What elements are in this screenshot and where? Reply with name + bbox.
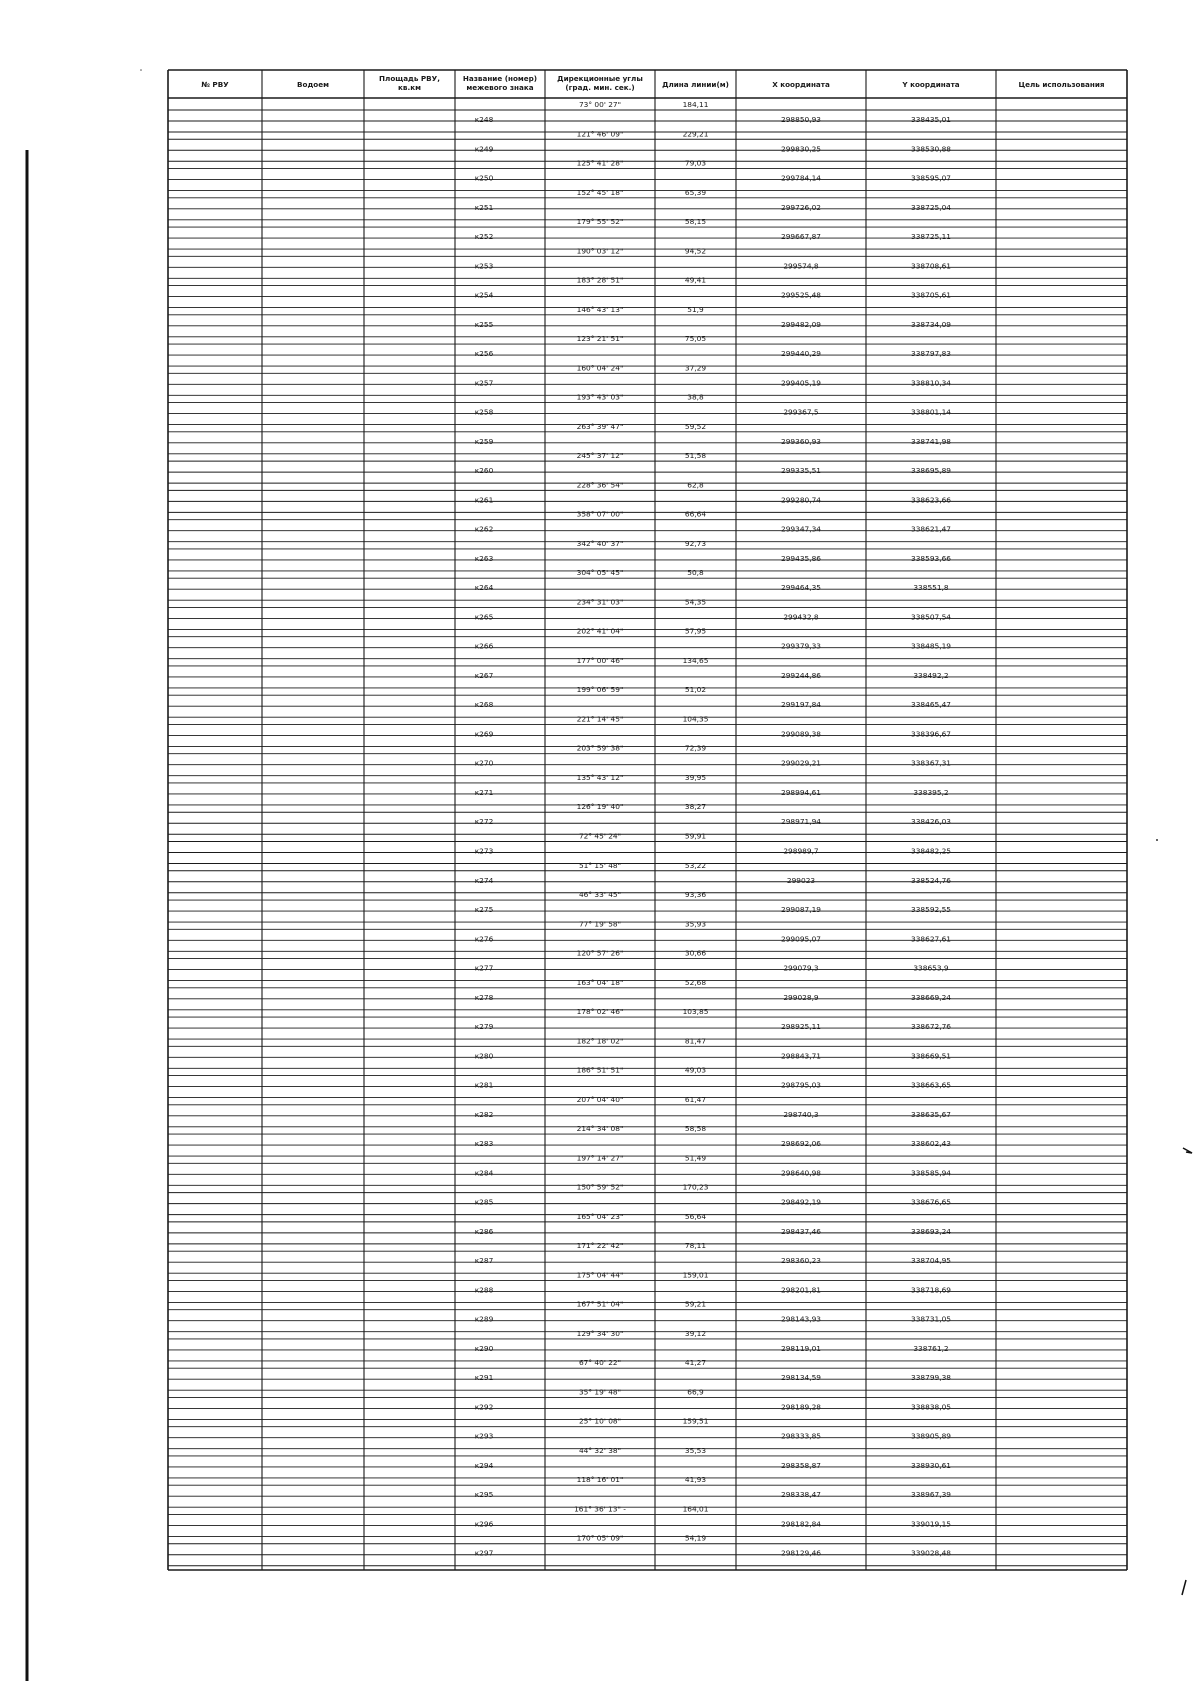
marker-name-cell: к268 [474, 700, 494, 710]
marker-name-cell: к281 [474, 1080, 494, 1090]
line-length-cell: 59,52 [684, 421, 707, 431]
x-coordinate-cell: 299095,07 [781, 934, 821, 944]
y-coordinate-cell: 338367,31 [911, 758, 951, 768]
marker-name-cell: к270 [474, 758, 494, 768]
line-length-cell: 41,93 [684, 1475, 707, 1485]
x-coordinate-cell: 298189,28 [781, 1402, 821, 1412]
bearing-cell: 161° 36' 13" - [574, 1504, 626, 1514]
line-length-cell: 66,9 [687, 1387, 704, 1397]
marker-name-cell: к264 [474, 583, 494, 593]
y-coordinate-cell: 338592,55 [911, 905, 951, 915]
line-length-cell: 72,39 [684, 743, 707, 753]
bearing-cell: 44° 32' 38" [578, 1445, 622, 1455]
x-coordinate-cell: 298358,87 [781, 1460, 821, 1470]
line-length-cell: 81,47 [684, 1036, 707, 1046]
y-coordinate-cell: 338704,95 [911, 1256, 951, 1266]
bearing-cell: 193° 43' 03" [576, 392, 624, 402]
line-length-cell: 103,85 [682, 1007, 709, 1017]
marker-name-cell: к251 [474, 202, 494, 212]
bearing-cell: 77° 19' 58" [578, 919, 622, 929]
bearing-cell: 178° 02' 46" [576, 1007, 624, 1017]
bearing-cell: 183° 28' 51" [576, 275, 624, 285]
y-coordinate-cell: 338761,2 [913, 1343, 949, 1353]
x-coordinate-cell: 298129,46 [781, 1548, 821, 1558]
marker-name-cell: к259 [474, 436, 494, 446]
y-coordinate-cell: 338593,66 [911, 553, 951, 563]
x-coordinate-cell: 299525,48 [781, 290, 821, 300]
line-length-cell: 51,9 [687, 304, 704, 314]
marker-name-cell: к253 [474, 261, 494, 271]
line-length-cell: 56,64 [684, 1211, 707, 1221]
marker-name-cell: к291 [474, 1373, 494, 1383]
line-length-cell: 49,41 [684, 275, 707, 285]
line-length-cell: 50,8 [687, 568, 704, 578]
x-coordinate-cell: 298437,46 [781, 1226, 821, 1236]
bearing-cell: 221° 14' 45" [576, 714, 624, 724]
bearing-cell: 234° 31' 03" [576, 597, 624, 607]
col-bearing-header: Дирекционные углы [557, 74, 643, 83]
y-coordinate-cell: 338669,51 [911, 1051, 951, 1061]
marker-name-cell: к293 [474, 1431, 494, 1441]
line-length-cell: 49,03 [684, 1065, 707, 1075]
line-length-cell: 51,58 [684, 451, 707, 461]
x-coordinate-cell: 298971,94 [781, 817, 821, 827]
line-length-cell: 184,11 [682, 100, 709, 109]
bearing-cell: 118° 16' 01" [576, 1475, 624, 1485]
bearing-cell: 126° 19' 40" [576, 802, 624, 812]
bearing-cell: 167° 51' 04" [576, 1299, 624, 1309]
x-coordinate-cell: 298640,98 [781, 1168, 821, 1178]
x-coordinate-cell: 299432,8 [783, 612, 819, 622]
line-length-cell: 37,29 [684, 363, 707, 373]
marker-name-cell: к288 [474, 1285, 494, 1295]
marker-name-cell: к249 [474, 144, 494, 154]
bearing-cell: 67° 40' 22" [578, 1358, 622, 1368]
y-coordinate-cell: 338731,05 [911, 1314, 951, 1324]
x-coordinate-cell: 298201,81 [781, 1285, 821, 1295]
y-coordinate-cell: 338695,89 [911, 466, 951, 476]
scan-mark-right [1183, 1148, 1192, 1153]
line-length-cell: 39,95 [684, 772, 707, 782]
y-coordinate-cell: 338585,94 [911, 1168, 951, 1178]
marker-name-cell: к260 [474, 466, 494, 476]
x-coordinate-cell: 298338,47 [781, 1490, 821, 1500]
col-area-header: Площадь РВУ, [379, 74, 440, 83]
marker-name-cell: к294 [474, 1460, 494, 1470]
line-length-cell: 58,15 [684, 217, 707, 227]
line-length-cell: 52,68 [684, 977, 707, 987]
bearing-cell: 25° 10' 08" [578, 1416, 622, 1426]
y-coordinate-cell: 338672,76 [911, 1022, 951, 1032]
y-coordinate-cell: 338930,61 [911, 1460, 951, 1470]
x-coordinate-cell: 298925,11 [781, 1022, 821, 1032]
bearing-cell: 304° 05' 45" [576, 568, 624, 578]
y-coordinate-cell: 338810,34 [911, 378, 951, 388]
x-coordinate-cell: 298989,7 [783, 846, 819, 856]
x-coordinate-cell: 299464,35 [781, 583, 821, 593]
marker-name-cell: к252 [474, 232, 494, 242]
y-coordinate-cell: 338524,76 [911, 875, 951, 885]
line-length-cell: 159,51 [682, 1416, 709, 1426]
bearing-cell: 73° 00' 27" [578, 100, 622, 109]
line-length-cell: 79,03 [684, 158, 707, 168]
x-coordinate-cell: 299726,02 [781, 202, 821, 212]
y-coordinate-cell: 338676,65 [911, 1197, 951, 1207]
line-length-cell: 92,73 [684, 538, 707, 548]
x-coordinate-cell: 299830,25 [781, 144, 821, 154]
line-length-cell: 35,93 [684, 919, 707, 929]
bearing-cell: 129° 34' 30" [576, 1328, 624, 1338]
bearing-cell: 171° 22' 42" [576, 1241, 624, 1251]
marker-name-cell: к248 [474, 115, 494, 124]
line-length-cell: 53,22 [684, 860, 707, 870]
line-length-cell: 229,21 [682, 129, 709, 139]
marker-name-cell: к277 [474, 963, 494, 973]
line-length-cell: 57,95 [684, 626, 707, 636]
x-coordinate-cell: 299435,86 [781, 553, 821, 563]
marker-name-cell: к265 [474, 612, 494, 622]
marker-name-cell: к297 [474, 1548, 494, 1558]
bearing-cell: 163° 04' 18" [576, 977, 624, 987]
line-length-cell: 41,27 [684, 1358, 707, 1368]
x-coordinate-cell: 299244,86 [781, 670, 821, 680]
y-coordinate-cell: 338653,9 [913, 963, 949, 973]
x-coordinate-cell: 298492,19 [781, 1197, 821, 1207]
x-coordinate-cell: 299667,87 [781, 232, 821, 242]
line-length-cell: 51,49 [684, 1153, 707, 1163]
bearing-cell: 152° 45' 18" [576, 187, 624, 197]
x-coordinate-cell: 299379,33 [781, 641, 821, 651]
bearing-cell: 202° 41' 04" [576, 626, 624, 636]
line-length-cell: 30,66 [684, 948, 707, 958]
bearing-cell: 186° 51' 51" [576, 1065, 624, 1075]
x-coordinate-cell: 299079,3 [783, 963, 819, 973]
marker-name-cell: к276 [474, 934, 494, 944]
bearing-cell: 46° 33' 45" [578, 890, 622, 900]
col-rvu-number-header: № РВУ [201, 80, 229, 89]
marker-name-cell: к280 [474, 1051, 494, 1061]
marker-name-cell: к257 [474, 378, 494, 388]
marker-name-cell: к258 [474, 407, 494, 417]
scan-dot [1156, 839, 1158, 841]
marker-name-cell: к271 [474, 787, 494, 797]
y-coordinate-cell: 338595,07 [911, 173, 951, 183]
x-coordinate-cell: 299360,93 [781, 436, 821, 446]
y-coordinate-cell: 338507,54 [911, 612, 951, 622]
line-length-cell: 39,12 [684, 1328, 707, 1338]
marker-name-cell: к289 [474, 1314, 494, 1324]
marker-name-cell: к285 [474, 1197, 494, 1207]
x-coordinate-cell: 299280,74 [781, 495, 821, 505]
bearing-cell: 120° 57' 26" [576, 948, 624, 958]
line-length-cell: 78,11 [684, 1241, 707, 1251]
line-length-cell: 35,53 [684, 1445, 707, 1455]
marker-name-cell: к292 [474, 1402, 494, 1412]
y-coordinate-cell: 338602,43 [911, 1139, 951, 1149]
x-coordinate-cell: 298850,93 [781, 115, 821, 124]
x-coordinate-cell: 299335,51 [781, 466, 821, 476]
y-coordinate-cell: 338734,09 [911, 319, 951, 329]
col-bearing-header: (град. мин. сек.) [565, 83, 635, 92]
col-marker-name-header: межевого знака [466, 83, 534, 92]
y-coordinate-cell: 338838,05 [911, 1402, 951, 1412]
marker-name-cell: к269 [474, 729, 494, 739]
y-coordinate-cell: 338799,38 [911, 1373, 951, 1383]
x-coordinate-cell: 298182,84 [781, 1519, 821, 1529]
line-length-cell: 54,19 [684, 1533, 707, 1543]
marker-name-cell: к254 [474, 290, 494, 300]
x-coordinate-cell: 299089,38 [781, 729, 821, 739]
y-coordinate-cell: 338465,47 [911, 700, 951, 710]
x-coordinate-cell: 298994,61 [781, 787, 821, 797]
bearing-cell: 150° 59' 52" [576, 1182, 624, 1192]
scan-mark-bottom-right [1182, 1580, 1186, 1595]
bearing-cell: 203° 59' 38" [576, 743, 624, 753]
y-coordinate-cell: 338797,83 [911, 349, 951, 359]
y-coordinate-cell: 338705,61 [911, 290, 951, 300]
bearing-cell: 342° 40' 37" [576, 538, 624, 548]
bearing-cell: 358° 07' 00" [576, 509, 624, 519]
col-x-coordinate-header: X координата [772, 80, 830, 89]
x-coordinate-cell: 298134,59 [781, 1373, 821, 1383]
x-coordinate-cell: 299087,19 [781, 905, 821, 915]
y-coordinate-cell: 338725,04 [911, 202, 951, 212]
bearing-cell: 197° 14' 27" [576, 1153, 624, 1163]
bearing-cell: 123° 21' 51" [576, 334, 624, 344]
col-line-length-header: Длина линии(м) [662, 80, 729, 89]
marker-name-cell: к274 [474, 875, 494, 885]
line-length-cell: 93,36 [684, 890, 707, 900]
marker-name-cell: к287 [474, 1256, 494, 1266]
bearing-cell: 228° 36' 54" [576, 480, 624, 490]
x-coordinate-cell: 299197,84 [781, 700, 821, 710]
line-length-cell: 59,21 [684, 1299, 707, 1309]
bearing-cell: 190° 03' 12" [576, 246, 624, 256]
marker-name-cell: к255 [474, 319, 494, 329]
marker-name-cell: к275 [474, 905, 494, 915]
y-coordinate-cell: 338551,8 [913, 583, 949, 593]
x-coordinate-cell: 299440,29 [781, 349, 821, 359]
y-coordinate-cell: 338482,25 [911, 846, 951, 856]
marker-name-cell: к279 [474, 1022, 494, 1032]
y-coordinate-cell: 338435,01 [911, 115, 951, 124]
line-length-cell: 65,39 [684, 187, 707, 197]
line-length-cell: 58,58 [684, 1124, 707, 1134]
line-length-cell: 62,8 [687, 480, 704, 490]
line-length-cell: 38,8 [687, 392, 704, 402]
x-coordinate-cell: 299784,14 [781, 173, 821, 183]
y-coordinate-cell: 339028,48 [911, 1548, 951, 1558]
line-length-cell: 170,23 [682, 1182, 709, 1192]
bearing-cell: 160° 04' 24" [576, 363, 624, 373]
marker-name-cell: к262 [474, 524, 494, 534]
x-coordinate-cell: 299029,21 [781, 758, 821, 768]
marker-name-cell: к286 [474, 1226, 494, 1236]
bearing-cell: 51° 15' 48" [578, 860, 622, 870]
marker-name-cell: к284 [474, 1168, 494, 1178]
bearing-cell: 179° 55' 52" [576, 217, 624, 227]
bearing-cell: 182° 18' 02" [576, 1036, 624, 1046]
bearing-cell: 121° 46' 09" [576, 129, 624, 139]
bearing-cell: 146° 43' 13" [576, 304, 624, 314]
line-length-cell: 75,05 [684, 334, 707, 344]
col-area-header: кв.км [398, 83, 421, 92]
bearing-cell: 177° 00' 46" [576, 655, 624, 665]
table-header [201, 74, 1105, 92]
x-coordinate-cell: 298119,01 [781, 1343, 821, 1353]
bearing-cell: 35° 19' 48" [578, 1387, 622, 1397]
x-coordinate-cell: 299023 [786, 875, 816, 885]
y-coordinate-cell: 338623,66 [911, 495, 951, 505]
bearing-cell: 199° 06' 59" [576, 685, 624, 695]
x-coordinate-cell: 299028,9 [783, 992, 819, 1002]
bearing-cell: 207° 04' 40" [576, 1094, 624, 1104]
y-coordinate-cell: 338663,65 [911, 1080, 951, 1090]
line-length-cell: 38,27 [684, 802, 707, 812]
line-length-cell: 54,35 [684, 597, 707, 607]
marker-name-cell: к256 [474, 349, 494, 359]
x-coordinate-cell: 299482,09 [781, 319, 821, 329]
table-grid-lines [168, 70, 1127, 1570]
y-coordinate-cell: 338485,19 [911, 641, 951, 651]
bearing-cell: 175° 04' 44" [576, 1270, 624, 1280]
x-coordinate-cell: 298795,03 [781, 1080, 821, 1090]
bearing-cell: 72° 45' 24" [578, 831, 622, 841]
x-coordinate-cell: 299347,34 [781, 524, 821, 534]
x-coordinate-cell: 298740,3 [783, 1109, 819, 1119]
y-coordinate-cell: 338801,14 [911, 407, 951, 417]
y-coordinate-cell: 338426,03 [911, 817, 951, 827]
marker-name-cell: к263 [474, 553, 494, 563]
marker-name-cell: к266 [474, 641, 494, 651]
marker-name-cell: к250 [474, 173, 494, 183]
bearing-cell: 125° 41' 28" [576, 158, 624, 168]
y-coordinate-cell: 338530,88 [911, 144, 951, 154]
line-length-cell: 159,01 [682, 1270, 709, 1280]
col-marker-name-header: Название (номер) [462, 74, 538, 83]
x-coordinate-cell: 298333,85 [781, 1431, 821, 1441]
y-coordinate-cell: 338396,67 [911, 729, 951, 739]
line-length-cell: 59,91 [684, 831, 707, 841]
marker-name-cell: к278 [474, 992, 494, 1002]
y-coordinate-cell: 338492,2 [913, 670, 949, 680]
line-length-cell: 61,47 [684, 1094, 707, 1104]
y-coordinate-cell: 338621,47 [911, 524, 951, 534]
y-coordinate-cell: 338708,61 [911, 261, 951, 271]
marker-name-cell: к273 [474, 846, 494, 856]
bearing-cell: 263° 39' 47" [576, 421, 624, 431]
y-coordinate-cell: 338725,11 [911, 232, 951, 242]
x-coordinate-cell: 298692,06 [781, 1139, 821, 1149]
marker-name-cell: к295 [474, 1490, 494, 1500]
y-coordinate-cell: 338635,67 [911, 1109, 951, 1119]
y-coordinate-cell: 338905,89 [911, 1431, 951, 1441]
col-water-body-header: Водоем [297, 80, 329, 89]
line-length-cell: 94,52 [684, 246, 707, 256]
line-length-cell: 104,35 [682, 714, 709, 724]
col-y-coordinate-header: Y координата [902, 80, 960, 89]
marker-name-cell: к282 [474, 1109, 494, 1119]
col-usage-purpose-header: Цель использования [1018, 80, 1105, 89]
y-coordinate-cell: 338967,39 [911, 1490, 951, 1500]
x-coordinate-cell: 298143,93 [781, 1314, 821, 1324]
y-coordinate-cell: 339019,15 [911, 1519, 951, 1529]
y-coordinate-cell: 338669,24 [911, 992, 951, 1002]
line-length-cell: 134,65 [682, 655, 709, 665]
y-coordinate-cell: 338693,24 [911, 1226, 951, 1236]
marker-name-cell: к261 [474, 495, 494, 505]
y-coordinate-cell: 338627,61 [911, 934, 951, 944]
x-coordinate-cell: 298360,23 [781, 1256, 821, 1266]
bearing-cell: 170° 05' 09" [576, 1533, 624, 1543]
y-coordinate-cell: 338741,98 [911, 436, 951, 446]
x-coordinate-cell: 299405,19 [781, 378, 821, 388]
x-coordinate-cell: 299367,5 [783, 407, 819, 417]
x-coordinate-cell: 298843,71 [781, 1051, 821, 1061]
bearing-cell: 214° 34' 08" [576, 1124, 624, 1134]
line-length-cell: 164,01 [682, 1504, 709, 1514]
line-length-cell: 51,02 [684, 685, 707, 695]
marker-name-cell: к283 [474, 1139, 494, 1149]
x-coordinate-cell: 299574,8 [783, 261, 819, 271]
marker-name-cell: к296 [474, 1519, 494, 1529]
y-coordinate-cell: 338718,69 [911, 1285, 951, 1295]
bearing-cell: 245° 37' 12" [576, 451, 624, 461]
line-length-cell: 66,64 [684, 509, 707, 519]
y-coordinate-cell: 338395,2 [913, 787, 949, 797]
bearing-cell: 165° 04' 23" [576, 1211, 624, 1221]
scan-dot [140, 69, 142, 71]
bearing-cell: 135° 43' 12" [576, 772, 624, 782]
marker-name-cell: к290 [474, 1343, 494, 1353]
marker-name-cell: к267 [474, 670, 494, 680]
marker-name-cell: к272 [474, 817, 494, 827]
